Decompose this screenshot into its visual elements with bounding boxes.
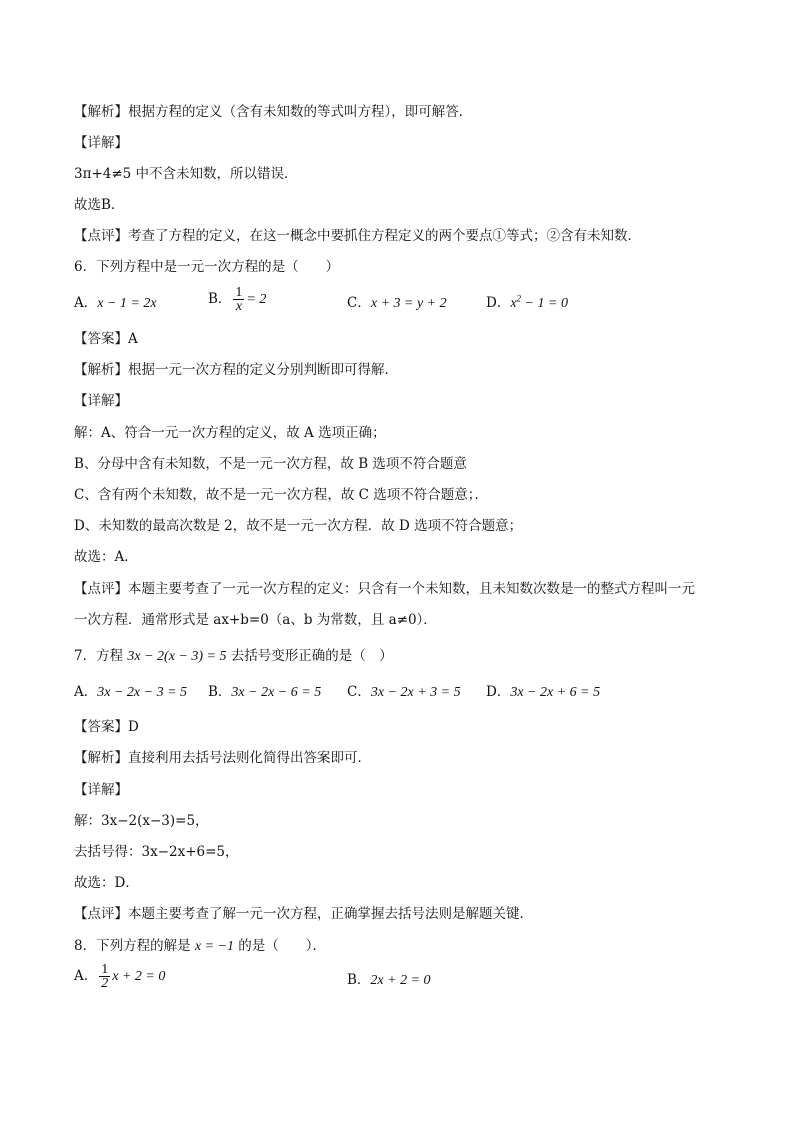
option-label: B． xyxy=(208,684,232,700)
detail-q5: 3π+4≠5 中不含未知数，所以错误． xyxy=(74,166,298,182)
comment-q5: 【点评】考查了方程的定义，在这一概念中要抓住方程定义的两个要点①等式；②含有未知数． xyxy=(74,228,641,244)
q8-option-b[interactable] xyxy=(347,971,431,990)
option-label: D． xyxy=(486,295,511,311)
q6-option-d[interactable] xyxy=(486,294,568,313)
analysis-q6: 【解析】根据一元一次方程的定义分别判断即可得解． xyxy=(74,362,398,378)
q6-option-a[interactable] xyxy=(74,294,157,313)
fraction xyxy=(99,963,110,990)
comment-q6-line2: 一次方程．通常形式是 ax+b=0（a、b 为常数，且 a≠0）． xyxy=(74,612,437,628)
question-7 xyxy=(74,647,393,666)
option-equation: x − 1 = 2x xyxy=(97,296,157,311)
option-label: B． xyxy=(208,291,232,307)
exponent: 2 xyxy=(516,293,522,304)
option-label: B． xyxy=(347,972,371,988)
q7-option-b[interactable] xyxy=(208,683,321,702)
denominator: 2 xyxy=(101,976,109,991)
comment-q7: 【点评】本题主要考查了解一元一次方程，正确掌握去括号法则是解题关键． xyxy=(74,906,533,922)
option-equation: 3x − 2x − 3 = 5 xyxy=(97,685,188,700)
question-7-prefix: 7．方程 xyxy=(74,648,128,664)
detail-q7-b: 去括号得：3x−2x+6=5， xyxy=(74,844,239,860)
question-8-suffix: 的是（ ）． xyxy=(234,938,327,954)
choice-q6: 故选：A． xyxy=(74,549,138,565)
detail-q6-a: 解：A、符合一元一次方程的定义，故 A 选项正确； xyxy=(74,425,386,441)
q8-option-a[interactable] xyxy=(74,963,165,990)
base: x xyxy=(510,296,517,311)
detail-heading-q7: 【详解】 xyxy=(74,782,128,798)
choice-q7: 故选：D． xyxy=(74,875,139,891)
q6-option-b[interactable] xyxy=(208,286,266,313)
analysis-q5: 【解析】根据方程的定义（含有未知数的等式叫方程），即可解答． xyxy=(74,104,473,120)
comment-q6-line1: 【点评】本题主要考查了一元一次方程的定义：只含有一个未知数，且未知数次数是一的整式方程叫一元 xyxy=(74,581,695,597)
option-label: D． xyxy=(486,684,511,700)
answer-q7: 【答案】D xyxy=(74,719,139,735)
fraction xyxy=(233,286,244,313)
question-6: 6．下列方程中是一元一次方程的是（ ） xyxy=(74,259,340,275)
option-equation: 3x − 2x + 6 = 5 xyxy=(510,685,601,700)
answer-q6: 【答案】A xyxy=(74,331,138,347)
question-8-equation: x = −1 xyxy=(194,939,234,954)
option-label: A． xyxy=(74,968,98,984)
q6-option-c[interactable] xyxy=(347,294,447,313)
option-label: A． xyxy=(74,295,98,311)
option-label: C． xyxy=(347,295,371,311)
option-equation: 2x + 2 = 0 xyxy=(370,973,431,988)
option-equation: x + 3 = y + 2 xyxy=(370,296,447,311)
equation-rest: − 1 = 0 xyxy=(521,296,568,311)
option-equation-rest: = 2 xyxy=(246,292,267,307)
option-equation: 3x − 2x + 3 = 5 xyxy=(370,685,461,700)
detail-q6-b: B、分母中含有未知数，不是一元一次方程，故 B 选项不符合题意 xyxy=(74,456,467,472)
detail-q6-c: C、含有两个未知数，故不是一元一次方程，故 C 选项不符合题意；． xyxy=(74,487,488,503)
q7-option-c[interactable] xyxy=(347,683,461,702)
numerator: 1 xyxy=(101,962,109,977)
option-equation-rest: x + 2 = 0 xyxy=(112,969,166,984)
q7-option-d[interactable] xyxy=(486,683,600,702)
option-label: C． xyxy=(347,684,371,700)
option-equation: 3x − 2x − 6 = 5 xyxy=(231,685,322,700)
question-8-prefix: 8．下列方程的解是 xyxy=(74,938,195,954)
denominator: x xyxy=(235,299,243,314)
choice-q5: 故选B． xyxy=(74,197,125,213)
detail-q7-a: 解：3x−2(x−3)=5， xyxy=(74,813,209,829)
q7-option-a[interactable] xyxy=(74,683,187,702)
option-label: A． xyxy=(74,684,98,700)
detail-heading-q5: 【详解】 xyxy=(74,135,128,151)
analysis-q7: 【解析】直接利用去括号法则化简得出答案即可． xyxy=(74,750,371,766)
question-8 xyxy=(74,937,326,956)
question-7-suffix: 去括号变形正确的是（ ） xyxy=(226,648,393,664)
question-7-equation: 3x − 2(x − 3) = 5 xyxy=(127,649,227,664)
numerator: 1 xyxy=(235,285,243,300)
detail-heading-q6: 【详解】 xyxy=(74,393,128,409)
option-equation xyxy=(510,293,568,311)
detail-q6-d: D、未知数的最高次数是 2，故不是一元一次方程．故 D 选项不符合题意； xyxy=(74,518,523,534)
